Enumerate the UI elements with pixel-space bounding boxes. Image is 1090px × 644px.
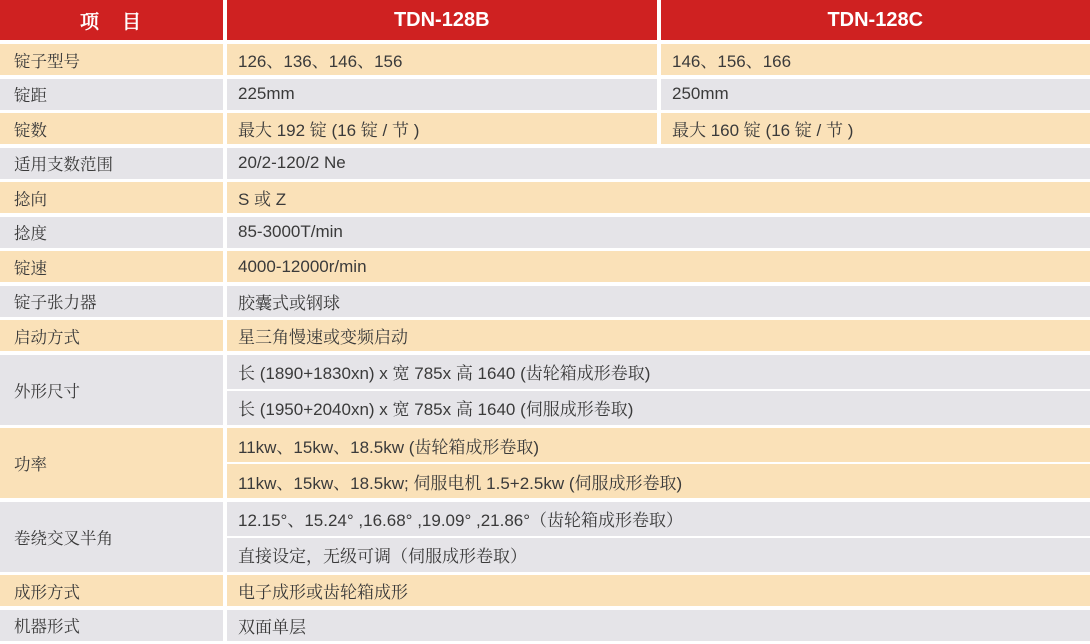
- row-value: 85-3000T/min: [227, 217, 1090, 248]
- row-twist-level: [0, 217, 1090, 248]
- row-label: 捻度: [0, 217, 223, 248]
- row-value-line: 12.15°、15.24° ,16.68° ,19.09° ,21.86°（齿轮箱成形卷取）: [227, 502, 1090, 536]
- row-label: 锭距: [0, 79, 223, 110]
- row-label: 启动方式: [0, 320, 223, 351]
- row-value: 胶囊式或钢球: [227, 286, 1090, 317]
- row-start-mode: [0, 320, 1090, 351]
- row-label: 功率: [0, 428, 223, 498]
- row-value-line: 11kw、15kw、18.5kw (齿轮箱成形卷取): [227, 428, 1090, 462]
- row-label: 锭子张力器: [0, 286, 223, 317]
- row-value: 双面单层: [227, 610, 1090, 641]
- table-header-row: [0, 0, 1090, 40]
- row-value-line: 直接设定，无级可调（伺服成形卷取）: [227, 538, 1090, 572]
- row-label: 成形方式: [0, 575, 223, 606]
- row-value-line: 长 (1890+1830xn) x 宽 785x 高 1640 (齿轮箱成形卷取): [227, 355, 1090, 389]
- row-machine-type: [0, 610, 1090, 641]
- row-label: 适用支数范围: [0, 148, 223, 179]
- row-dimensions: [0, 355, 1090, 425]
- row-label: 机器形式: [0, 610, 223, 641]
- row-twist-direction: [0, 182, 1090, 213]
- row-winding-angle: [0, 502, 1090, 572]
- header-item: 项 目: [0, 0, 223, 40]
- row-value: 20/2-120/2 Ne: [227, 148, 1090, 179]
- row-value: 电子成形或齿轮箱成形: [227, 575, 1090, 606]
- header-model-tdn128b: TDN-128B: [227, 0, 657, 40]
- row-label: 捻向: [0, 182, 223, 213]
- row-power: [0, 428, 1090, 498]
- row-spindle-count: [0, 113, 1090, 144]
- row-label: 锭子型号: [0, 44, 223, 75]
- value-tdn128b: 225mm: [227, 79, 657, 110]
- row-spindle-model: [0, 44, 1090, 75]
- row-value: S 或 Z: [227, 182, 1090, 213]
- row-value-group: [227, 355, 1090, 425]
- row-value-group: [227, 502, 1090, 572]
- value-tdn128b: 最大 192 锭 (16 锭 / 节 ): [227, 113, 657, 144]
- value-tdn128c: 250mm: [661, 79, 1090, 110]
- row-spindle-speed: [0, 251, 1090, 282]
- value-tdn128b: 126、136、146、156: [227, 44, 657, 75]
- row-forming-mode: [0, 575, 1090, 606]
- value-tdn128c: 146、156、166: [661, 44, 1090, 75]
- row-value-line: 11kw、15kw、18.5kw; 伺服电机 1.5+2.5kw (伺服成形卷取): [227, 464, 1090, 498]
- row-value-line: 长 (1950+2040xn) x 宽 785x 高 1640 (伺服成形卷取): [227, 391, 1090, 425]
- row-label: 锭数: [0, 113, 223, 144]
- row-label: 外形尺寸: [0, 355, 223, 425]
- row-value: 星三角慢速或变频启动: [227, 320, 1090, 351]
- value-tdn128c: 最大 160 锭 (16 锭 / 节 ): [661, 113, 1090, 144]
- row-value: 4000-12000r/min: [227, 251, 1090, 282]
- row-tensioner: [0, 286, 1090, 317]
- row-spindle-gauge: [0, 79, 1090, 110]
- header-model-tdn128c: TDN-128C: [661, 0, 1090, 40]
- row-label: 卷绕交叉半角: [0, 502, 223, 572]
- row-value-group: [227, 428, 1090, 498]
- row-label: 锭速: [0, 251, 223, 282]
- row-count-range: [0, 148, 1090, 179]
